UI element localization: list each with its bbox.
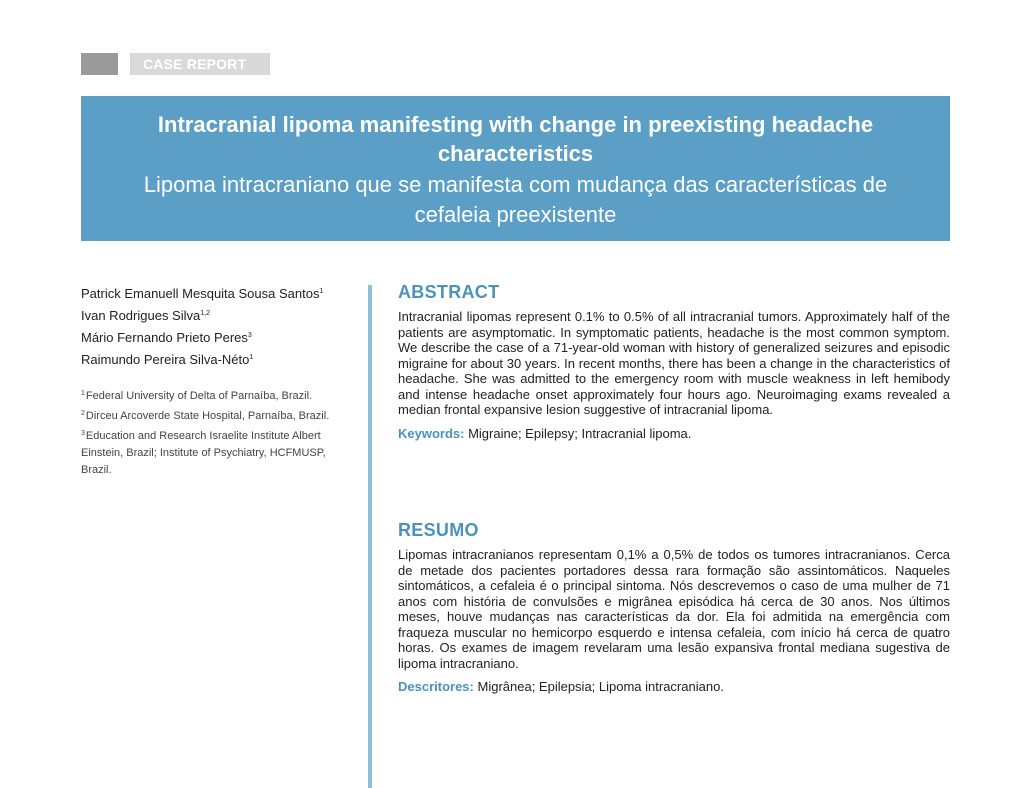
affiliation-number: 3 — [81, 430, 85, 437]
author-affil-sup: 1 — [249, 354, 254, 361]
affiliation-number: 2 — [81, 410, 85, 417]
affiliation-entry — [81, 385, 351, 405]
author-name: Mário Fernando Prieto Peres — [81, 330, 248, 345]
keywords-line — [398, 426, 950, 442]
section-label: CASE REPORT — [130, 53, 270, 75]
title-band — [81, 96, 950, 241]
descritores-label: Descritores: — [398, 679, 474, 694]
column-divider — [368, 285, 372, 788]
author-name: Raimundo Pereira Silva-Néto — [81, 352, 250, 367]
author-name: Patrick Emanuell Mesquita Sousa Santos — [81, 286, 320, 301]
author-entry — [81, 326, 361, 348]
author-entry — [81, 348, 361, 370]
section-marker-block — [81, 53, 118, 75]
title-english: Intracranial lipoma manifesting with change in preexisting headache characteristics — [157, 112, 874, 166]
keywords-value: Migraine; Epilepsy; Intracranial lipoma. — [468, 425, 692, 441]
affiliation-text: Education and Research Israelite Institute Albert Einstein, Brazil; Institute of Psychiatry, HCFMUSP, Brazil. — [81, 430, 326, 476]
title-portuguese: Lipoma intracraniano que se manifesta com mudança das características de cefaleia preexistente — [143, 172, 888, 227]
affiliation-text: Federal University of Delta of Parnaíba, Brazil. — [85, 390, 313, 402]
affiliation-number: 1 — [81, 390, 85, 397]
descritores-value: Migrânea; Epilepsia; Lipoma intracraniano. — [477, 679, 724, 694]
abstract-section — [398, 282, 950, 442]
author-list — [81, 282, 361, 370]
abstract-text: Intracranial lipomas represent 0.1% to 0.5% of all intracranial tumors. Approximately half of the patients are asymptomatic. In symptomatic patients, headache is the most common symptom. We describe the case of a 71-year-old woman with history of generalized seizures and episodic migraine for about 30 years. In recent months, there has been a change in the characteristics of headache. She was admitted to the emergency room with muscle weakness in left hemibody and intense headache onset approximately four hours ago. Neuroimaging exams revealed a median frontal expansive lesion suggestive of intracranial lipoma. — [398, 309, 950, 417]
abstract-heading: ABSTRACT — [398, 282, 500, 302]
affiliation-entry — [81, 425, 351, 479]
resumo-section — [398, 520, 950, 695]
author-entry — [81, 282, 361, 304]
resumo-text: Lipomas intracranianos representam 0,1% a 0,5% de todos os tumores intracranianos. Cerca de metade dos pacientes portadores dessa rara formação são assintomáticos. Naqueles sintomáticos, a cefaleia é o principal sintoma. Nós descrevemos o caso de uma mulher de 71 anos com história de convulsões e migrânea episódica há cerca de 30 anos. Nos últimos meses, houve mudanças nas características da dor. Ela foi admitida na emergência com fraqueza muscular no hemicorpo esquerdo e intensa cefaleia, com início há cerca de quatro horas. Os exames de imagem revelaram uma lesão expansiva frontal mediana sugestiva de lipoma intracraniano. — [398, 547, 950, 671]
author-name: Ivan Rodrigues Silva — [81, 308, 201, 323]
descritores-line — [398, 679, 950, 695]
affiliation-entry — [81, 405, 351, 425]
keywords-label: Keywords: — [398, 425, 465, 441]
author-affil-sup: 1 — [319, 288, 324, 295]
resumo-heading: RESUMO — [398, 520, 479, 540]
author-affil-sup: 3 — [247, 332, 252, 339]
affiliation-list — [81, 385, 351, 479]
author-affil-sup: 1,2 — [200, 310, 210, 317]
author-entry — [81, 304, 361, 326]
affiliation-text: Dirceu Arcoverde State Hospital, Parnaíba, Brazil. — [85, 410, 330, 422]
